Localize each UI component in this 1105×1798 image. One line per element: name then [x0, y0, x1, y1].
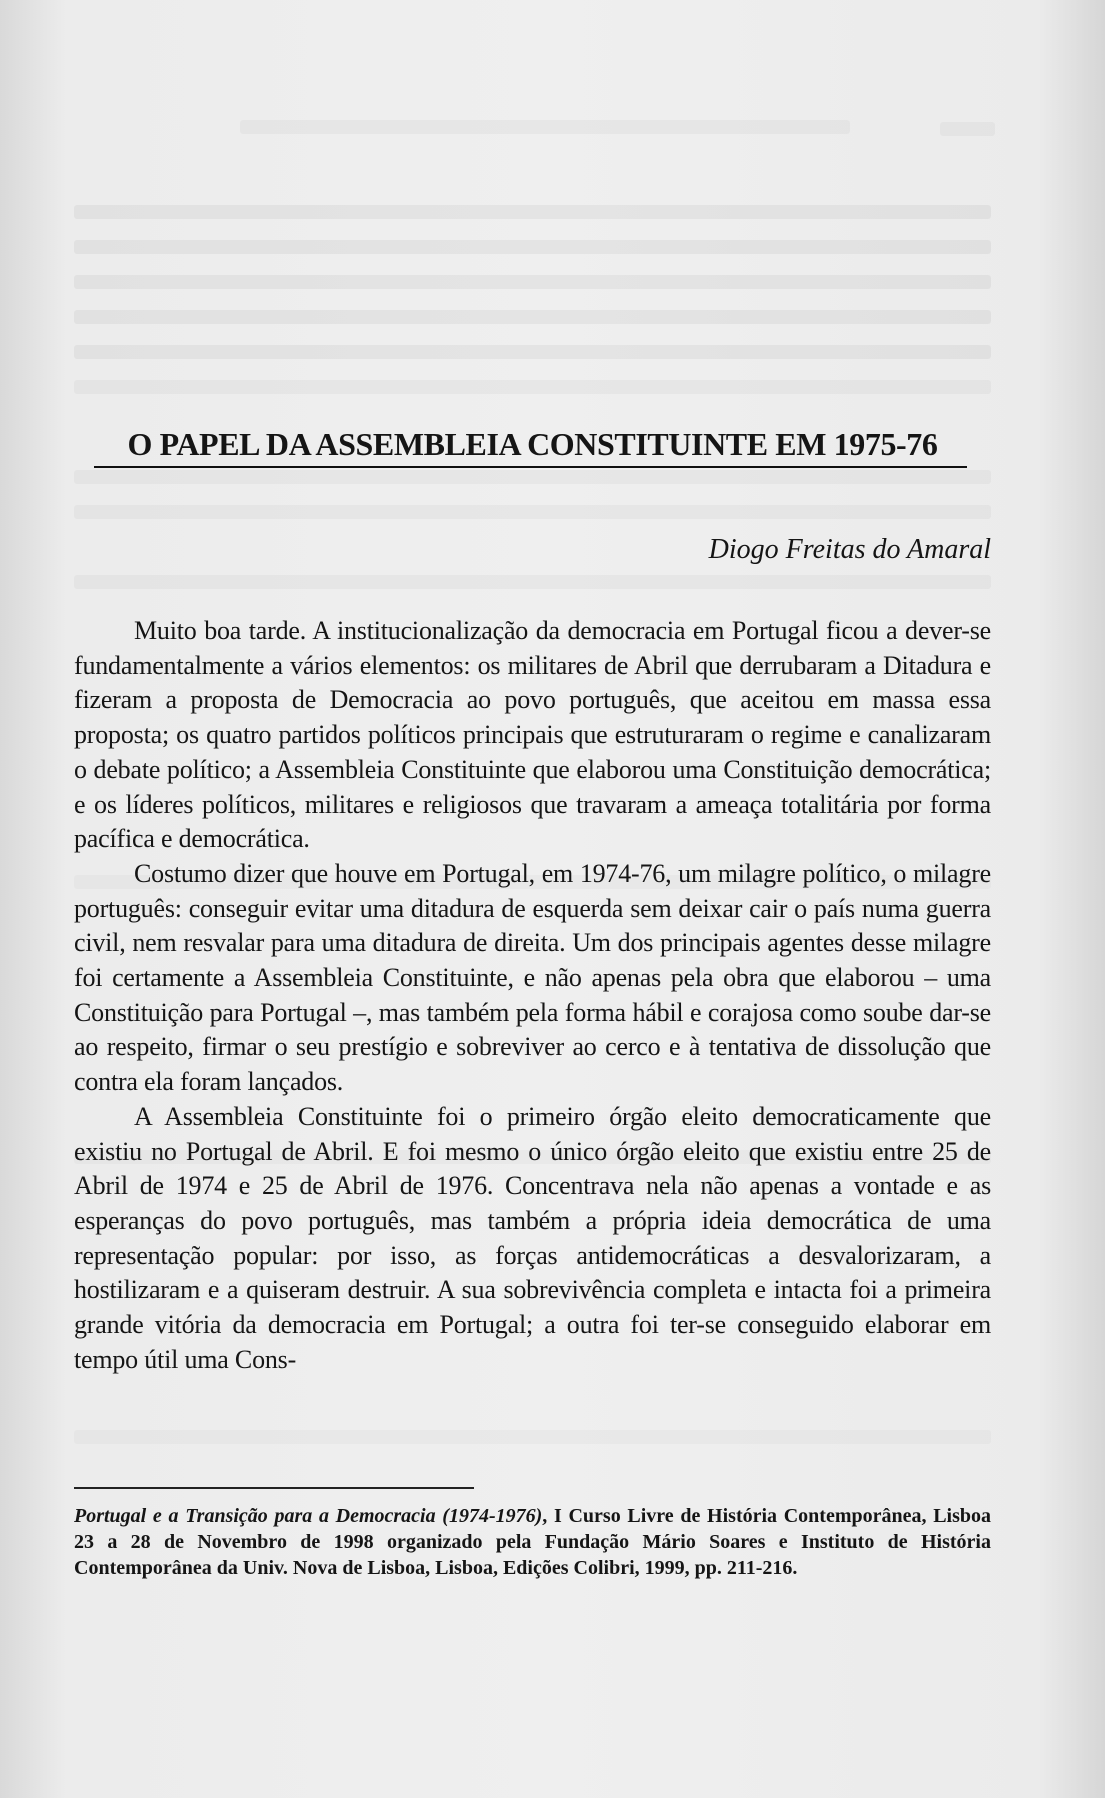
footnote-separator	[74, 1487, 474, 1489]
paragraph: Muito boa tarde. A institucionalização da democracia em Portugal ficou a dever-se fundamentalmente a vários elementos: os militares de Abril que derrubaram a Ditadura e fizeram a proposta de Democracia ao povo português, que aceitou em massa essa proposta; os quatro partidos políticos principais que estruturaram o regime e canalizaram o debate político; a Assembleia Constituinte que elaborou uma Constituição democrática; e os líderes políticos, militares e religiosos que travaram a ameaça totalitária por forma pacífica e democrática.	[74, 616, 991, 854]
author-name: Diogo Freitas do Amaral	[708, 534, 991, 565]
paragraph: A Assembleia Constituinte foi o primeiro órgão eleito democraticamente que existiu no Portugal de Abril. E foi mesmo o único órgão eleito que existiu entre 25 de Abril de 1974 e 25 de Abril de 1976. Concentrava nela não apenas a vontade e as esperanças do povo português, mas também a própria ideia democrática de uma representação popular: por isso, as forças antidemocráticas a desvalorizaram, a hostilizaram e a quiseram destruir. A sua sobrevivência completa e intacta foi a primeira grande vitória da democracia em Portugal; a outra foi ter-se conseguido elaborar em tempo útil uma Cons-	[74, 1101, 991, 1374]
paragraph: Costumo dizer que houve em Portugal, em 1974-76, um milagre político, o milagre português: conseguir evitar uma ditadura de esquerda sem deixar cair o país numa guerra civil, nem resvalar para uma ditadura de direita. Um dos principais agentes desse milagre foi certamente a Assembleia Constituinte, e não apenas pela obra que elaborou – uma Constituição para Portugal –, mas também pela forma hábil e corajosa como soube dar-se ao respeito, firmar o seu prestígio e sobreviver ao cerco e à tentativa de dissolução que contra ela foram lançados.	[74, 858, 991, 1097]
article-body	[74, 614, 991, 1377]
footnote	[74, 1503, 991, 1581]
footnote-source-title: Portugal e a Transição para a Democracia (1974-1976)	[74, 1505, 543, 1527]
article-title: O PAPEL DA ASSEMBLEIA CONSTITUINTE EM 1975-76	[127, 426, 938, 462]
footnote-details: , I Curso Livre de História Contemporânea, Lisboa 23 a 28 de Novembro de 1998 organizado pela Fundação Mário Soares e Instituto de História Contemporânea da Univ. Nova de Lisboa, Lisboa, Edições Colibri, 1999, pp. 211-216.	[74, 1505, 991, 1579]
title-underline	[94, 466, 967, 468]
